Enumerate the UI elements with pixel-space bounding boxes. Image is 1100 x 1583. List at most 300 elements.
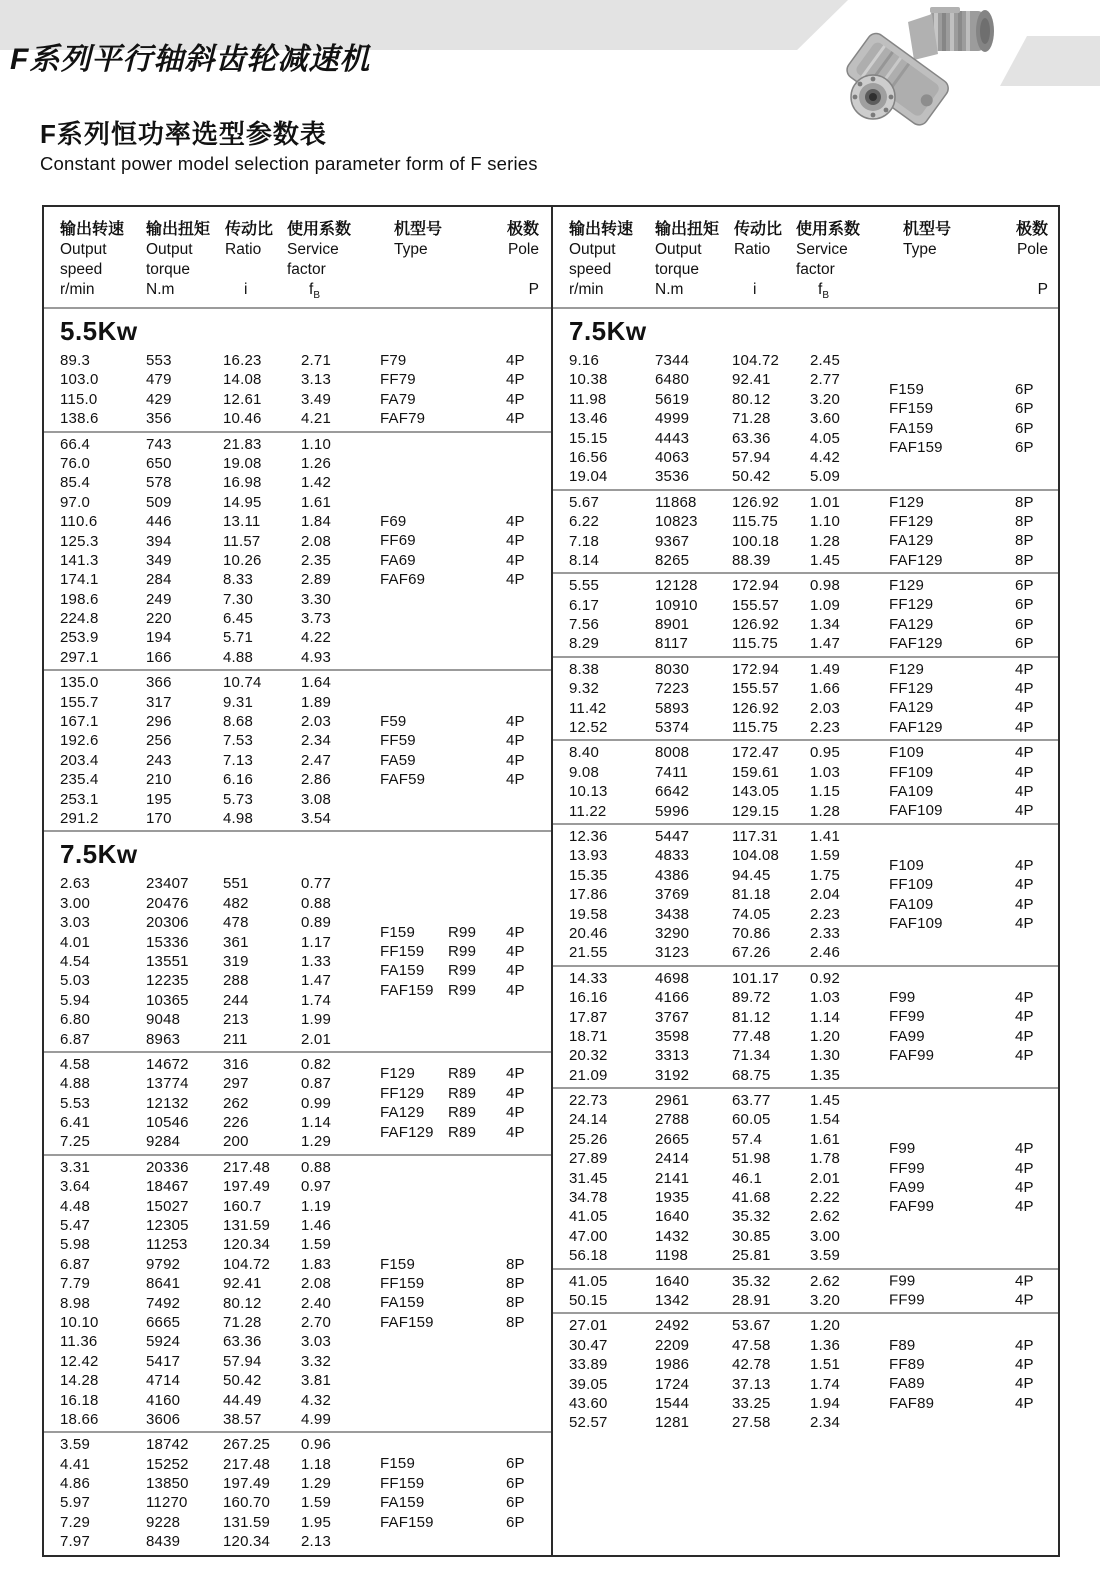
output-speed-cell: 41.05 bbox=[569, 1272, 608, 1290]
output-torque-cell: 8963 bbox=[146, 1030, 181, 1048]
output-speed-cell: 3.64 bbox=[60, 1178, 90, 1196]
service-factor-cell: 1.10 bbox=[301, 435, 331, 453]
type-name-cell: FF109 bbox=[889, 876, 934, 894]
type-name-cell: FAF109 bbox=[889, 802, 943, 820]
output-speed-cell: 3.59 bbox=[60, 1436, 90, 1454]
type-suffix-cell: R89 bbox=[448, 1104, 477, 1122]
type-name-cell: FAF79 bbox=[380, 410, 426, 428]
service-factor-cell: 1.29 bbox=[301, 1475, 331, 1493]
ratio-cell: 41.68 bbox=[732, 1189, 771, 1207]
ratio-cell: 120.34 bbox=[223, 1533, 271, 1551]
type-row bbox=[380, 751, 536, 770]
data-row bbox=[553, 351, 1058, 370]
ratio-cell: 13.11 bbox=[223, 513, 261, 531]
output-torque-cell: 4714 bbox=[146, 1372, 181, 1390]
type-suffix-cell: R99 bbox=[448, 923, 477, 941]
ratio-cell: 27.58 bbox=[732, 1414, 771, 1432]
type-suffix-cell bbox=[448, 1493, 506, 1512]
type-suffix-cell bbox=[957, 1336, 1015, 1355]
output-torque-cell: 2665 bbox=[655, 1130, 690, 1148]
ratio-block bbox=[553, 967, 1058, 1089]
output-torque-cell: 11868 bbox=[655, 493, 697, 511]
ratio-cell: 63.36 bbox=[732, 429, 771, 447]
type-row bbox=[889, 419, 1045, 438]
type-row bbox=[889, 914, 1045, 933]
type-suffix-cell bbox=[957, 380, 1015, 399]
ratio-cell: 226 bbox=[223, 1114, 249, 1132]
ratio-cell: 4.98 bbox=[223, 809, 253, 827]
data-row bbox=[44, 1158, 551, 1177]
type-name-cell: FF89 bbox=[889, 1356, 925, 1374]
ratio-cell: 7.13 bbox=[223, 751, 253, 769]
service-factor-cell: 1.74 bbox=[301, 991, 331, 1009]
pole-cell: 4P bbox=[1015, 680, 1034, 698]
type-name-cell: F109 bbox=[889, 857, 924, 875]
type-column bbox=[380, 923, 536, 1001]
ratio-cell: 50.42 bbox=[223, 1372, 262, 1390]
ratio-cell: 115.75 bbox=[732, 635, 778, 653]
data-row bbox=[44, 1532, 551, 1551]
type-name-cell: FF129 bbox=[889, 680, 934, 698]
type-row bbox=[889, 1355, 1045, 1374]
type-row bbox=[380, 512, 536, 531]
type-suffix-cell bbox=[957, 596, 1015, 615]
output-speed-cell: 9.08 bbox=[569, 763, 599, 781]
pole-cell: 4P bbox=[1015, 1291, 1034, 1309]
type-row bbox=[889, 802, 1045, 821]
type-name-cell: FA99 bbox=[889, 1027, 925, 1045]
ratio-cell: 100.18 bbox=[732, 532, 780, 550]
column-header-output-torque: 输出扭矩 Output torque N.m bbox=[655, 221, 720, 298]
type-suffix-cell bbox=[957, 782, 1015, 801]
service-factor-cell: 2.23 bbox=[810, 905, 840, 923]
type-name-cell: F59 bbox=[380, 713, 407, 731]
type-row bbox=[889, 875, 1045, 894]
service-factor-cell: 0.77 bbox=[301, 875, 331, 893]
pole-cell: 8P bbox=[506, 1255, 525, 1273]
type-name-cell: FF59 bbox=[380, 732, 416, 750]
output-speed-cell: 110.6 bbox=[60, 513, 98, 531]
output-speed-cell: 6.87 bbox=[60, 1030, 90, 1048]
pole-cell: 4P bbox=[1015, 857, 1034, 875]
service-factor-cell: 0.95 bbox=[810, 744, 840, 762]
output-speed-cell: 76.0 bbox=[60, 454, 90, 472]
service-factor-cell: 1.15 bbox=[810, 783, 840, 801]
service-factor-cell: 1.59 bbox=[810, 847, 840, 865]
service-factor-cell: 1.34 bbox=[810, 616, 840, 634]
ratio-cell: 143.05 bbox=[732, 783, 780, 801]
ratio-block bbox=[44, 872, 551, 1053]
output-torque-cell: 15336 bbox=[146, 933, 189, 951]
pole-cell: 6P bbox=[506, 1455, 525, 1473]
data-row bbox=[44, 1030, 551, 1049]
pole-cell: 6P bbox=[1015, 381, 1034, 399]
ratio-cell: 35.32 bbox=[732, 1208, 771, 1226]
output-speed-cell: 6.22 bbox=[569, 513, 599, 531]
output-torque-cell: 10365 bbox=[146, 991, 189, 1009]
output-torque-cell: 3123 bbox=[655, 944, 690, 962]
service-factor-cell: 1.47 bbox=[301, 972, 331, 990]
pole-cell: 4P bbox=[506, 771, 525, 789]
output-speed-cell: 174.1 bbox=[60, 571, 99, 589]
service-factor-cell: 1.30 bbox=[810, 1047, 840, 1065]
pole-cell: 6P bbox=[1015, 400, 1034, 418]
service-factor-cell: 1.14 bbox=[810, 1008, 840, 1026]
pole-cell: 8P bbox=[1015, 513, 1034, 531]
type-name-cell: FA59 bbox=[380, 751, 416, 769]
data-row bbox=[44, 1216, 551, 1235]
output-torque-cell: 366 bbox=[146, 674, 172, 692]
service-factor-cell: 1.94 bbox=[810, 1394, 840, 1412]
pole-cell: 4P bbox=[1015, 1027, 1034, 1045]
ratio-cell: 8.68 bbox=[223, 713, 253, 731]
service-factor-cell: 1.01 bbox=[810, 493, 840, 511]
output-torque-cell: 5996 bbox=[655, 802, 690, 820]
output-torque-cell: 4698 bbox=[655, 969, 690, 987]
type-name-cell: FA159 bbox=[889, 419, 934, 437]
data-row bbox=[553, 1066, 1058, 1085]
output-speed-cell: 235.4 bbox=[60, 771, 99, 789]
service-factor-cell: 2.33 bbox=[810, 924, 840, 942]
service-factor-cell: 1.42 bbox=[301, 474, 331, 492]
ratio-cell: 104.72 bbox=[223, 1255, 271, 1273]
pole-cell: 8P bbox=[1015, 532, 1034, 550]
type-column bbox=[380, 1065, 536, 1143]
type-row bbox=[380, 981, 536, 1000]
ratio-cell: 172.94 bbox=[732, 660, 780, 678]
type-suffix-cell: R89 bbox=[448, 1084, 477, 1102]
data-row bbox=[553, 467, 1058, 486]
service-factor-cell: 2.03 bbox=[301, 713, 331, 731]
ratio-cell: 155.57 bbox=[732, 680, 780, 698]
service-factor-cell: 3.30 bbox=[301, 590, 331, 608]
ratio-cell: 21.83 bbox=[223, 435, 262, 453]
output-speed-cell: 9.32 bbox=[569, 680, 599, 698]
type-row bbox=[889, 1046, 1045, 1065]
output-speed-cell: 192.6 bbox=[60, 732, 99, 750]
type-suffix-cell bbox=[448, 1294, 506, 1313]
output-speed-cell: 2.63 bbox=[60, 875, 90, 893]
ratio-cell: 63.77 bbox=[732, 1092, 771, 1110]
service-factor-cell: 2.47 bbox=[301, 751, 331, 769]
ratio-block bbox=[553, 491, 1058, 575]
output-speed-cell: 8.29 bbox=[569, 635, 599, 653]
output-torque-cell: 9228 bbox=[146, 1513, 181, 1531]
data-row bbox=[44, 1435, 551, 1454]
column-header-type: 机型号 Type bbox=[903, 221, 952, 258]
service-factor-cell: 0.96 bbox=[301, 1436, 331, 1454]
output-torque-cell: 2961 bbox=[655, 1092, 690, 1110]
ratio-cell: 71.28 bbox=[223, 1313, 262, 1331]
output-speed-cell: 5.94 bbox=[60, 991, 90, 1009]
type-column bbox=[380, 351, 536, 429]
pole-cell: 4P bbox=[506, 713, 525, 731]
pole-cell: 8P bbox=[1015, 493, 1034, 511]
ratio-cell: 6.16 bbox=[223, 771, 253, 789]
type-name-cell: F159 bbox=[380, 1455, 415, 1473]
service-factor-cell: 0.98 bbox=[810, 577, 840, 595]
type-suffix-cell bbox=[957, 802, 1015, 821]
output-speed-cell: 66.4 bbox=[60, 435, 90, 453]
service-factor-cell: 3.32 bbox=[301, 1352, 331, 1370]
type-name-cell: FF99 bbox=[889, 1159, 925, 1177]
output-speed-cell: 4.48 bbox=[60, 1197, 90, 1215]
service-factor-cell: 3.20 bbox=[810, 1291, 840, 1309]
output-speed-cell: 8.98 bbox=[60, 1294, 90, 1312]
pole-cell: 4P bbox=[506, 571, 525, 589]
service-factor-cell: 1.78 bbox=[810, 1150, 840, 1168]
type-row bbox=[889, 679, 1045, 698]
output-speed-cell: 18.66 bbox=[60, 1410, 99, 1428]
type-name-cell: FAF159 bbox=[889, 439, 943, 457]
output-speed-cell: 138.6 bbox=[60, 410, 99, 428]
service-factor-cell: 3.49 bbox=[301, 390, 331, 408]
type-suffix-cell bbox=[957, 551, 1015, 570]
pole-cell: 4P bbox=[1015, 763, 1034, 781]
ratio-cell: 10.46 bbox=[223, 410, 262, 428]
ratio-cell: 74.05 bbox=[732, 905, 771, 923]
type-suffix-cell bbox=[957, 634, 1015, 653]
type-suffix-cell: R99 bbox=[448, 962, 477, 980]
type-name-cell: FAF129 bbox=[889, 551, 943, 569]
type-suffix-cell bbox=[448, 370, 506, 389]
ratio-block bbox=[553, 1270, 1058, 1315]
output-speed-cell: 16.16 bbox=[569, 989, 608, 1007]
output-speed-cell: 27.01 bbox=[569, 1317, 608, 1335]
ratio-block bbox=[553, 658, 1058, 742]
ratio-cell: 33.25 bbox=[732, 1394, 771, 1412]
ratio-block bbox=[553, 825, 1058, 967]
output-torque-cell: 5447 bbox=[655, 827, 690, 845]
output-speed-cell: 291.2 bbox=[60, 809, 99, 827]
output-torque-cell: 9792 bbox=[146, 1255, 181, 1273]
pole-cell: 6P bbox=[1015, 577, 1034, 595]
output-torque-cell: 1342 bbox=[655, 1291, 690, 1309]
type-column bbox=[380, 1455, 536, 1533]
data-row bbox=[44, 1371, 551, 1390]
output-speed-cell: 18.71 bbox=[569, 1027, 608, 1045]
ratio-cell: 104.72 bbox=[732, 352, 780, 369]
service-factor-cell: 2.08 bbox=[301, 532, 331, 550]
output-torque-cell: 8641 bbox=[146, 1275, 181, 1293]
service-factor-cell: 1.19 bbox=[301, 1197, 331, 1215]
output-speed-cell: 4.54 bbox=[60, 952, 90, 970]
type-name-cell: F99 bbox=[889, 1272, 916, 1290]
output-speed-cell: 6.17 bbox=[569, 596, 599, 614]
service-factor-cell: 1.51 bbox=[810, 1356, 840, 1374]
type-row bbox=[889, 699, 1045, 718]
page-title: F系列恒功率选型参数表 bbox=[40, 119, 327, 149]
type-name-cell: FA109 bbox=[889, 895, 934, 913]
type-suffix-cell: R99 bbox=[448, 982, 477, 1000]
data-row bbox=[553, 1413, 1058, 1432]
ratio-cell: 117.31 bbox=[732, 827, 778, 845]
type-name-cell: FAF159 bbox=[380, 982, 434, 1000]
ratio-cell: 11.57 bbox=[223, 532, 261, 550]
type-column bbox=[889, 1140, 1045, 1218]
data-row bbox=[553, 1091, 1058, 1110]
output-speed-cell: 97.0 bbox=[60, 493, 90, 511]
ratio-cell: 38.57 bbox=[223, 1410, 262, 1428]
type-name-cell: FA99 bbox=[889, 1179, 925, 1197]
ratio-cell: 172.47 bbox=[732, 744, 780, 762]
output-torque-cell: 5924 bbox=[146, 1333, 181, 1351]
type-name-cell: FAF89 bbox=[889, 1394, 935, 1412]
output-torque-cell: 8030 bbox=[655, 660, 690, 678]
type-suffix-cell bbox=[957, 1046, 1015, 1065]
output-speed-cell: 135.0 bbox=[60, 674, 99, 692]
output-speed-cell: 4.41 bbox=[60, 1455, 90, 1473]
output-speed-cell: 25.26 bbox=[569, 1130, 608, 1148]
ratio-cell: 126.92 bbox=[732, 493, 780, 511]
type-row bbox=[889, 399, 1045, 418]
pole-cell: 4P bbox=[1015, 1008, 1034, 1026]
output-speed-cell: 4.01 bbox=[60, 933, 90, 951]
data-row bbox=[44, 1177, 551, 1196]
pole-cell: 4P bbox=[1015, 1394, 1034, 1412]
type-suffix-cell: R89 bbox=[448, 1065, 477, 1083]
type-suffix-cell bbox=[448, 751, 506, 770]
service-factor-cell: 3.73 bbox=[301, 610, 331, 628]
type-name-cell: FAF109 bbox=[889, 915, 943, 933]
ratio-cell: 80.12 bbox=[732, 390, 771, 408]
output-torque-cell: 8008 bbox=[655, 744, 690, 762]
table-body-left bbox=[44, 309, 551, 1554]
service-factor-cell: 1.45 bbox=[810, 1092, 840, 1110]
type-row bbox=[380, 1255, 536, 1274]
ratio-cell: 120.34 bbox=[223, 1236, 271, 1254]
data-row bbox=[44, 1352, 551, 1371]
output-torque-cell: 13551 bbox=[146, 952, 189, 970]
output-torque-cell: 10910 bbox=[655, 596, 698, 614]
output-torque-cell: 578 bbox=[146, 474, 172, 492]
ratio-cell: 160.7 bbox=[223, 1197, 262, 1215]
service-factor-cell: 1.99 bbox=[301, 1011, 331, 1029]
pole-cell: 6P bbox=[506, 1475, 525, 1493]
output-speed-cell: 7.29 bbox=[60, 1513, 90, 1531]
type-name-cell: FA69 bbox=[380, 551, 416, 569]
ratio-cell: 30.85 bbox=[732, 1227, 771, 1245]
output-torque-cell: 3290 bbox=[655, 924, 690, 942]
pole-cell: 6P bbox=[506, 1513, 525, 1531]
type-row bbox=[889, 1178, 1045, 1197]
pole-cell: 4P bbox=[1015, 895, 1034, 913]
type-row bbox=[380, 770, 536, 789]
type-suffix-cell bbox=[957, 1178, 1015, 1197]
ratio-cell: 482 bbox=[223, 894, 249, 912]
output-speed-cell: 19.04 bbox=[569, 468, 608, 486]
ratio-cell: 57.94 bbox=[223, 1352, 262, 1370]
service-factor-cell: 3.00 bbox=[810, 1227, 840, 1245]
output-torque-cell: 284 bbox=[146, 571, 172, 589]
output-torque-cell: 15252 bbox=[146, 1455, 189, 1473]
right-power-section-heading: 7.5Kw bbox=[569, 316, 647, 346]
ratio-cell: 25.81 bbox=[732, 1247, 771, 1265]
output-speed-cell: 17.87 bbox=[569, 1008, 608, 1026]
type-row bbox=[889, 493, 1045, 512]
ratio-cell: 42.78 bbox=[732, 1356, 771, 1374]
type-name-cell: FF159 bbox=[889, 400, 934, 418]
type-suffix-cell bbox=[957, 1027, 1015, 1046]
output-speed-cell: 7.97 bbox=[60, 1533, 90, 1551]
type-row bbox=[889, 1198, 1045, 1217]
output-torque-cell: 6642 bbox=[655, 783, 690, 801]
ratio-cell: 7.30 bbox=[223, 590, 253, 608]
output-speed-cell: 167.1 bbox=[60, 713, 99, 731]
type-suffix-cell bbox=[957, 1272, 1015, 1291]
output-torque-cell: 356 bbox=[146, 410, 172, 428]
output-torque-cell: 8265 bbox=[655, 551, 690, 569]
pole-cell: 4P bbox=[506, 513, 525, 531]
pole-cell: 4P bbox=[1015, 915, 1034, 933]
table-right-half bbox=[551, 207, 1058, 1555]
column-header-ratio: 传动比 Ratio i bbox=[734, 221, 783, 298]
banner-accent-stripe bbox=[1000, 36, 1100, 86]
data-row bbox=[44, 473, 551, 492]
service-factor-cell: 3.20 bbox=[810, 390, 840, 408]
output-speed-cell: 15.35 bbox=[569, 866, 608, 884]
column-header-pole: 极数 Pole P bbox=[1015, 221, 1048, 298]
data-row bbox=[44, 1197, 551, 1216]
service-factor-cell: 1.74 bbox=[810, 1375, 840, 1393]
column-header-service-factor: 使用系数 Service factor $f_B$ bbox=[796, 221, 861, 302]
type-row bbox=[889, 1027, 1045, 1046]
output-torque-cell: 10823 bbox=[655, 513, 698, 531]
output-speed-cell: 20.46 bbox=[569, 924, 608, 942]
data-row bbox=[44, 609, 551, 628]
output-torque-cell: 2209 bbox=[655, 1336, 690, 1354]
output-speed-cell: 47.00 bbox=[569, 1227, 608, 1245]
output-speed-cell: 5.47 bbox=[60, 1217, 90, 1235]
output-torque-cell: 12128 bbox=[655, 577, 698, 595]
pole-cell: 8P bbox=[506, 1313, 525, 1331]
output-speed-cell: 14.33 bbox=[569, 969, 608, 987]
service-factor-cell: 1.66 bbox=[810, 680, 840, 698]
ratio-cell: 5.73 bbox=[223, 790, 253, 808]
output-speed-cell: 5.98 bbox=[60, 1236, 90, 1254]
output-torque-cell: 20336 bbox=[146, 1158, 189, 1176]
type-name-cell: FF69 bbox=[380, 532, 416, 550]
pole-cell: 4P bbox=[506, 371, 525, 389]
type-suffix-cell bbox=[448, 1255, 506, 1274]
output-speed-cell: 16.56 bbox=[569, 448, 608, 466]
pole-cell: 4P bbox=[506, 532, 525, 550]
pole-cell: 4P bbox=[1015, 1140, 1034, 1158]
type-row bbox=[889, 743, 1045, 762]
type-suffix-cell bbox=[957, 1008, 1015, 1027]
service-factor-cell: 2.23 bbox=[810, 719, 840, 737]
output-speed-cell: 4.86 bbox=[60, 1475, 90, 1493]
type-suffix-cell bbox=[957, 1394, 1015, 1413]
output-speed-cell: 10.10 bbox=[60, 1313, 99, 1331]
type-row bbox=[889, 895, 1045, 914]
ratio-cell: 159.61 bbox=[732, 763, 780, 781]
ratio-cell: 160.70 bbox=[223, 1494, 271, 1512]
output-speed-cell: 155.7 bbox=[60, 693, 99, 711]
pole-cell: 6P bbox=[1015, 439, 1034, 457]
service-factor-cell: 1.17 bbox=[301, 933, 331, 951]
type-suffix-cell bbox=[957, 419, 1015, 438]
type-row bbox=[889, 380, 1045, 399]
service-factor-cell: 1.36 bbox=[810, 1336, 840, 1354]
type-name-cell: F79 bbox=[380, 352, 407, 369]
ratio-cell: 262 bbox=[223, 1094, 249, 1112]
output-torque-cell: 5893 bbox=[655, 699, 690, 717]
type-suffix-cell bbox=[448, 409, 506, 428]
ratio-cell: 8.33 bbox=[223, 571, 253, 589]
pole-cell: 4P bbox=[506, 751, 525, 769]
type-suffix-cell bbox=[448, 390, 506, 409]
